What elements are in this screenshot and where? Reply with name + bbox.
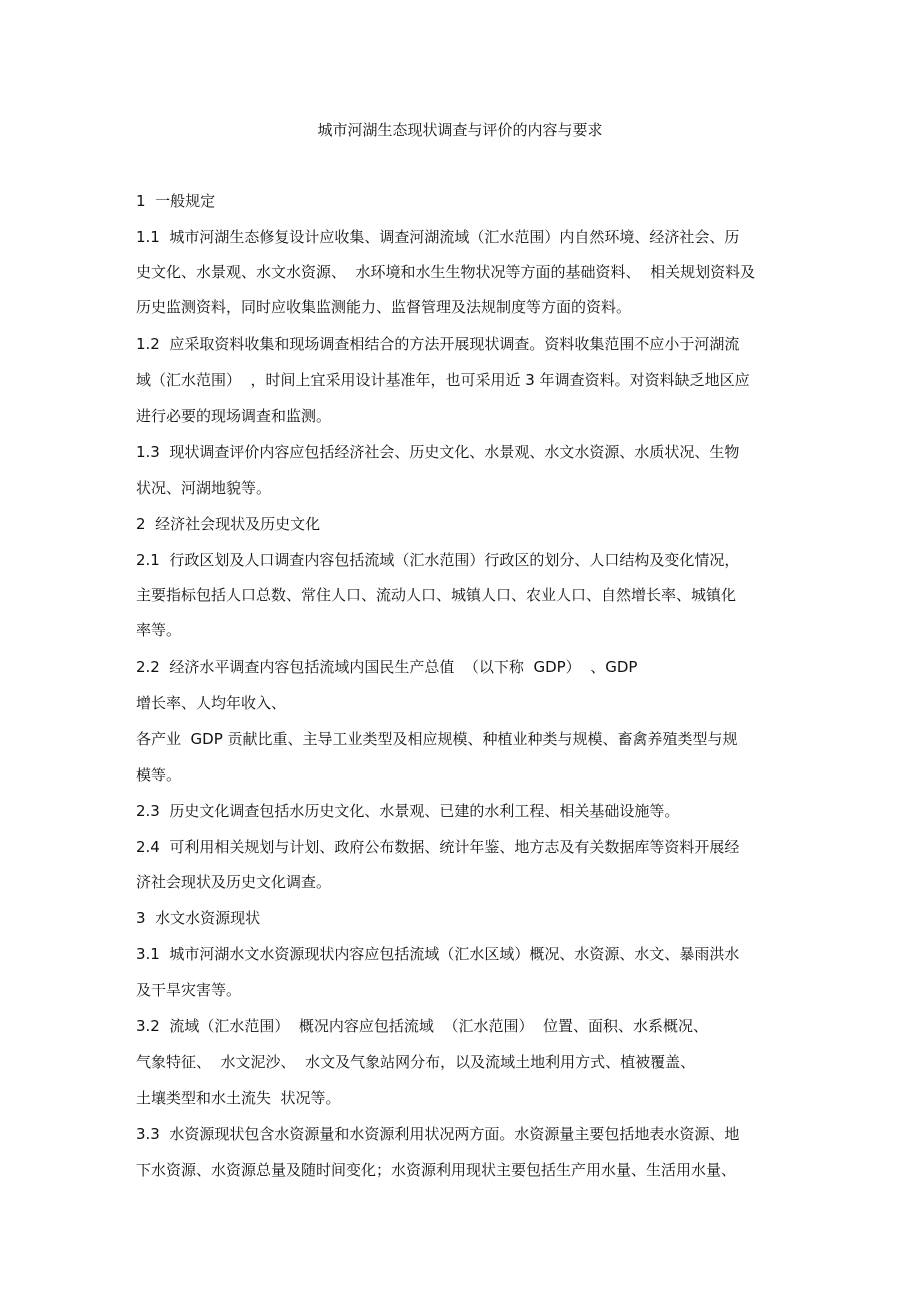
paragraph-line: 历史监测资料，同时应收集监测能力、监督管理及法规制度等方面的资料。 (136, 298, 632, 316)
paragraph-line: 3.2 流域（汇水范围） 概况内容应包括流域 （汇水范围） 位置、面积、水系概况、 (136, 1017, 709, 1035)
paragraph-line: 域（汇水范围） ，时间上宜采用设计基准年，也可采用近 3 年调查资料。对资料缺乏地区应 (136, 371, 750, 389)
section-3-heading: 3 水文水资源现状 (136, 909, 261, 927)
paragraph-line: 模等。 (136, 766, 182, 784)
section-1-heading: 1 一般规定 (136, 192, 216, 210)
paragraph-line: 1.2 应采取资料收集和现场调查相结合的方法开展现状调查。资料收集范围不应小于河湖流 (136, 335, 740, 353)
paragraph-line: 状况、河湖地貌等。 (136, 479, 272, 497)
paragraph-line: 各产业 GDP 贡献比重、主导工业类型及相应规模、种植业种类与规模、畜禽养殖类型与规 (136, 730, 738, 748)
paragraph-line: 1.3 现状调查评价内容应包括经济社会、历史文化、水景观、水文水资源、水质状况、生物 (136, 443, 740, 461)
paragraph-line: 2.4 可利用相关规划与计划、政府公布数据、统计年鉴、地方志及有关数据库等资料开展经 (136, 838, 740, 856)
paragraph-line: 主要指标包括人口总数、常住人口、流动人口、城镇人口、农业人口、自然增长率、城镇化 (136, 586, 737, 604)
paragraph-line: 史文化、水景观、水文水资源、 水环境和水生生物状况等方面的基础资料、 相关规划资料及 (136, 263, 756, 281)
paragraph-line: 济社会现状及历史文化调查。 (136, 873, 332, 891)
paragraph-line: 2.3 历史文化调查包括水历史文化、水景观、已建的水利工程、相关基础设施等。 (136, 802, 680, 820)
paragraph-line: 1.1 城市河湖生态修复设计应收集、调查河湖流域（汇水范围）内自然环境、经济社会、历 (136, 228, 740, 246)
paragraph-line: 2.1 行政区划及人口调查内容包括流域（汇水范围）行政区的划分、人口结构及变化情况， (136, 551, 740, 569)
document-title: 城市河湖生态现状调查与评价的内容与要求 (317, 121, 603, 139)
paragraph-line: 及干旱灾害等。 (136, 981, 242, 999)
paragraph-line: 2.2 经济水平调查内容包括流域内国民生产总值 （以下称 GDP） 、GDP (136, 658, 638, 676)
paragraph-line: 气象特征、 水文泥沙、 水文及气象站网分布，以及流域土地利用方式、植被覆盖、 (136, 1053, 696, 1071)
paragraph-line: 3.3 水资源现状包含水资源量和水资源利用状况两方面。水资源量主要包括地表水资源、地 (136, 1125, 740, 1143)
paragraph-line: 下水资源、水资源总量及随时间变化；水资源利用现状主要包括生产用水量、生活用水量、 (136, 1161, 737, 1179)
paragraph-line: 进行必要的现场调查和监测。 (136, 407, 332, 425)
paragraph-line: 3.1 城市河湖水文水资源现状内容应包括流域（汇水区域）概况、水资源、水文、暴雨洪水 (136, 945, 740, 963)
paragraph-line: 增长率、人均年收入、 (136, 694, 287, 712)
paragraph-line: 率等。 (136, 621, 182, 639)
paragraph-line: 土壤类型和水土流失 状况等。 (136, 1089, 341, 1107)
section-2-heading: 2 经济社会现状及历史文化 (136, 515, 321, 533)
